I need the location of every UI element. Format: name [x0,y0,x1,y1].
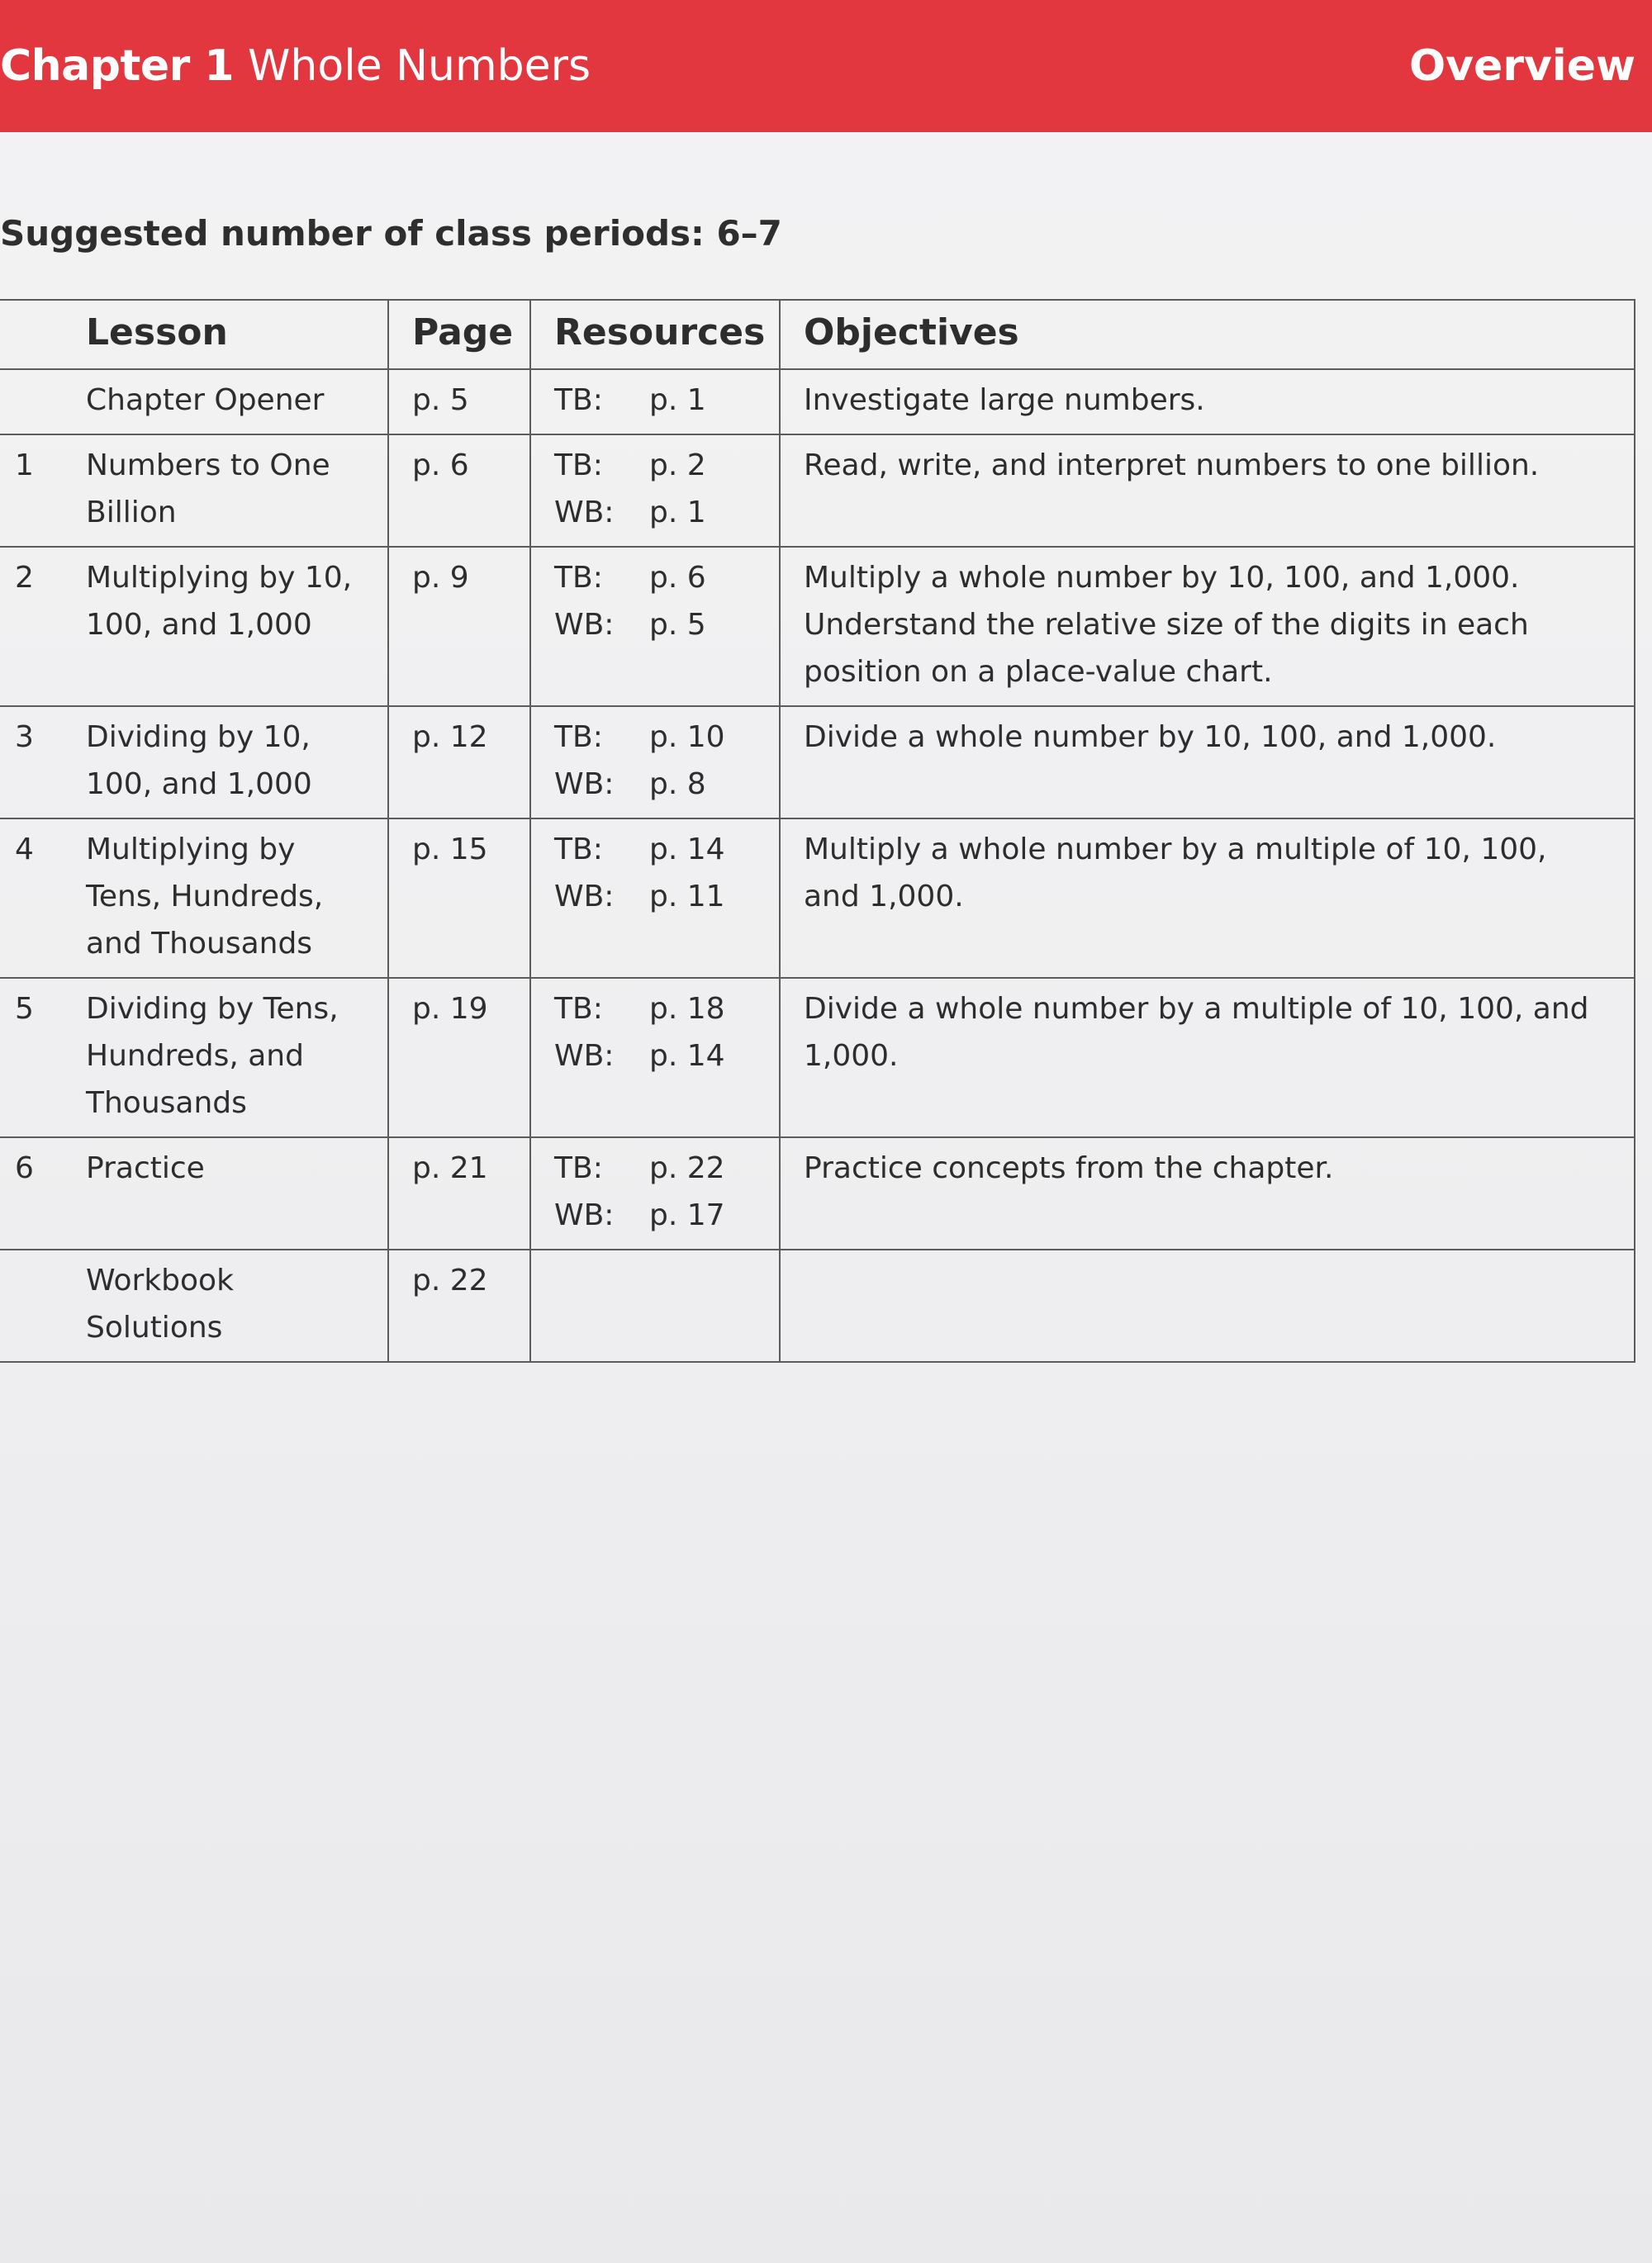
lesson-name: Workbook Solutions [86,1264,234,1345]
resource-line [554,489,756,536]
table-row [0,434,1635,547]
table-body [0,369,1635,1362]
resource-line [554,442,756,489]
lesson-name: Dividing by Tens, Hundreds, and Thousands [86,992,339,1120]
resource-page: p. 6 [649,561,706,595]
resource-page: p. 2 [649,448,706,482]
resource-page: p. 14 [649,1039,725,1073]
lesson-cell [0,434,388,547]
resources-cell [530,978,780,1137]
resources-cell [530,1137,780,1250]
page-cell: p. 19 [388,978,530,1137]
table-row [0,706,1635,818]
lesson-cell [0,706,388,818]
resource-page: p. 10 [649,720,725,754]
resources-cell [530,434,780,547]
page-cell: p. 5 [388,369,530,434]
lesson-cell [0,369,388,434]
resource-line [554,873,756,920]
resource-page: p. 1 [649,383,706,417]
resource-page: p. 8 [649,767,706,801]
lesson-number: 5 [15,992,34,1026]
lesson-cell [0,818,388,978]
resource-page: p. 11 [649,880,725,913]
resource-line [554,761,756,808]
resource-page: p. 5 [649,608,706,642]
table-header-row [0,300,1635,369]
page-cell: p. 15 [388,818,530,978]
header-objectives: Objectives [780,300,1635,369]
lesson-number: 4 [15,833,34,866]
resource-book: WB: [554,880,615,913]
resource-line [554,1032,756,1079]
resource-book: TB: [554,448,603,482]
resource-book: WB: [554,608,615,642]
objectives-cell: Multiply a whole number by a multiple of 10, 100, and 1,000. [780,818,1635,978]
lesson-name: Chapter Opener [86,383,325,417]
page-cell: p. 12 [388,706,530,818]
lesson-cell [0,1137,388,1250]
resource-page: p. 1 [649,496,706,529]
resources-cell [530,369,780,434]
resource-line [554,1192,756,1239]
objectives-cell: Investigate large numbers. [780,369,1635,434]
lesson-number: 2 [15,561,34,595]
lesson-name: Dividing by 10, 100, and 1,000 [86,720,312,801]
resource-book: TB: [554,833,603,866]
objectives-cell [780,1250,1635,1362]
objectives-cell: Multiply a whole number by 10, 100, and 1,000. Understand the relative size of the digits in each position on a place-value chart. [780,547,1635,706]
lesson-overview-table [0,299,1635,1363]
resource-book: WB: [554,496,615,529]
resource-line [554,554,756,601]
resource-book: WB: [554,1198,615,1232]
resources-cell [530,818,780,978]
lesson-number: 6 [15,1151,34,1185]
resource-book: TB: [554,1151,603,1185]
objectives-cell: Divide a whole number by 10, 100, and 1,000. [780,706,1635,818]
table-row [0,1137,1635,1250]
chapter-title: Whole Numbers [248,41,591,91]
page-cell: p. 6 [388,434,530,547]
lesson-name: Practice [86,1151,205,1185]
chapter-header-bar [0,0,1652,132]
page-cell: p. 9 [388,547,530,706]
page-cell: p. 21 [388,1137,530,1250]
header-resources: Resources [530,300,780,369]
resource-page: p. 18 [649,992,725,1026]
resources-cell [530,1250,780,1362]
resource-page: p. 22 [649,1151,725,1185]
page-cell: p. 22 [388,1250,530,1362]
table-row [0,369,1635,434]
resource-line [554,826,756,873]
objectives-cell: Read, write, and interpret numbers to one billion. [780,434,1635,547]
resource-line [554,1145,756,1192]
resource-book: TB: [554,561,603,595]
lesson-name: Multiplying by 10, 100, and 1,000 [86,561,353,642]
class-periods-heading: Suggested number of class periods: 6–7 [0,213,782,254]
resource-book: TB: [554,383,603,417]
lesson-name: Multiplying by Tens, Hundreds, and Thousands [86,833,324,961]
resource-book: TB: [554,720,603,754]
resources-cell [530,706,780,818]
table-row [0,818,1635,978]
resource-line [554,601,756,648]
resource-line [554,985,756,1032]
lesson-cell [0,1250,388,1362]
lesson-number: 1 [15,448,34,482]
objectives-cell: Practice concepts from the chapter. [780,1137,1635,1250]
resource-book: WB: [554,767,615,801]
resources-cell [530,547,780,706]
resource-book: TB: [554,992,603,1026]
resource-line [554,714,756,761]
table-row [0,978,1635,1137]
lesson-cell [0,547,388,706]
resource-line [554,377,756,424]
chapter-label: Chapter 1 [0,41,235,91]
objectives-cell: Divide a whole number by a multiple of 10, 100, and 1,000. [780,978,1635,1137]
header-page: Page [388,300,530,369]
lesson-cell [0,978,388,1137]
lesson-name: Numbers to One Billion [86,448,330,529]
resource-book: WB: [554,1039,615,1073]
table-row [0,1250,1635,1362]
table-row [0,547,1635,706]
section-label: Overview [1408,41,1635,91]
lesson-number: 3 [15,720,34,754]
resource-page: p. 17 [649,1198,725,1232]
resource-page: p. 14 [649,833,725,866]
header-lesson: Lesson [0,300,388,369]
